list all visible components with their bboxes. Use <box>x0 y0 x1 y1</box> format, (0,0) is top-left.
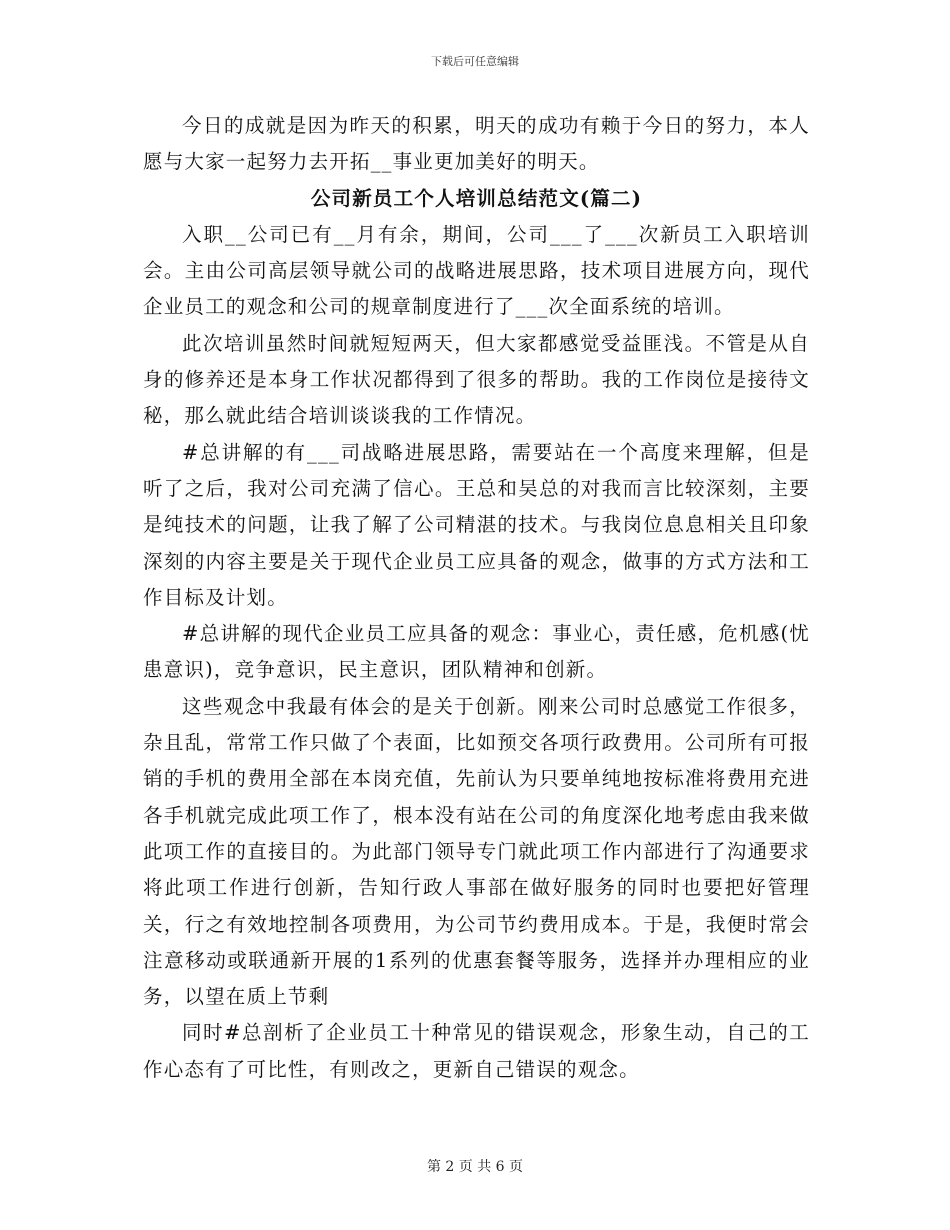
page-header: 下载后可任意编辑 <box>431 55 519 68</box>
paragraph-1: 入职__公司已有__月有余，期间，公司___了___次新员工入职培训会。主由公司高层领导就公司的战略进展思路，技术项目进展方向，现代企业员工的观念和公司的规章制度进行了___次全面系统的培训。 <box>143 222 810 319</box>
paragraph-2: 此次培训虽然时间就短短两天，但大家都感觉受益匪浅。不管是从自身的修养还是本身工作状况都得到了很多的帮助。我的工作岗位是接待文秘，那么就此结合培训谈谈我的工作情况。 <box>143 331 810 428</box>
document-body <box>143 108 810 1088</box>
page-footer: 第 2 页 共 6 页 <box>426 1159 524 1175</box>
paragraph-3: #总讲解的有___司战略进展思路，需要站在一个高度来理解，但是听了之后，我对公司充满了信心。王总和吴总的对我而言比较深刻，主要是纯技术的问题，让我了解了公司精湛的技术。与我岗位息息相关且印象深刻的内容主要是关于现代企业员工应具备的观念，做事的方式方法和工作目标及计划。 <box>143 440 810 609</box>
paragraph-4: #总讲解的现代企业员工应具备的观念：事业心，责任感，危机感(忧患意识)，竞争意识，民主意识，团队精神和创新。 <box>143 622 810 682</box>
section-title: 公司新员工个人培训总结范文(篇二) <box>310 186 643 210</box>
paragraph-5: 这些观念中我最有体会的是关于创新。刚来公司时总感觉工作很多，杂且乱，常常工作只做了个表面，比如预交各项行政费用。公司所有可报销的手机的费用全部在本岗充值，先前认为只要单纯地按标准将费用充进各手机就完成此项工作了，根本没有站在公司的角度深化地考虑由我来做此项工作的直接目的。为此部门领导专门就此项工作内部进行了沟通要求将此项工作进行创新，告知行政人事部在做好服务的同时也要把好管理关，行之有效地控制各项费用，为公司节约费用成本。于是，我便时常会注意移动或联通新开展的1系列的优惠套餐等服务，选择并办理相应的业务，以望在质上节剩 <box>143 694 810 1009</box>
paragraph-6: 同时#总剖析了企业员工十种常见的错误观念，形象生动，自己的工作心态有了可比性，有则改之，更新自己错误的观念。 <box>143 1021 810 1081</box>
paragraph-intro: 今日的成就是因为昨天的积累，明天的成功有赖于今日的努力，本人愿与大家一起努力去开拓__事业更加美好的明天。 <box>143 114 810 174</box>
